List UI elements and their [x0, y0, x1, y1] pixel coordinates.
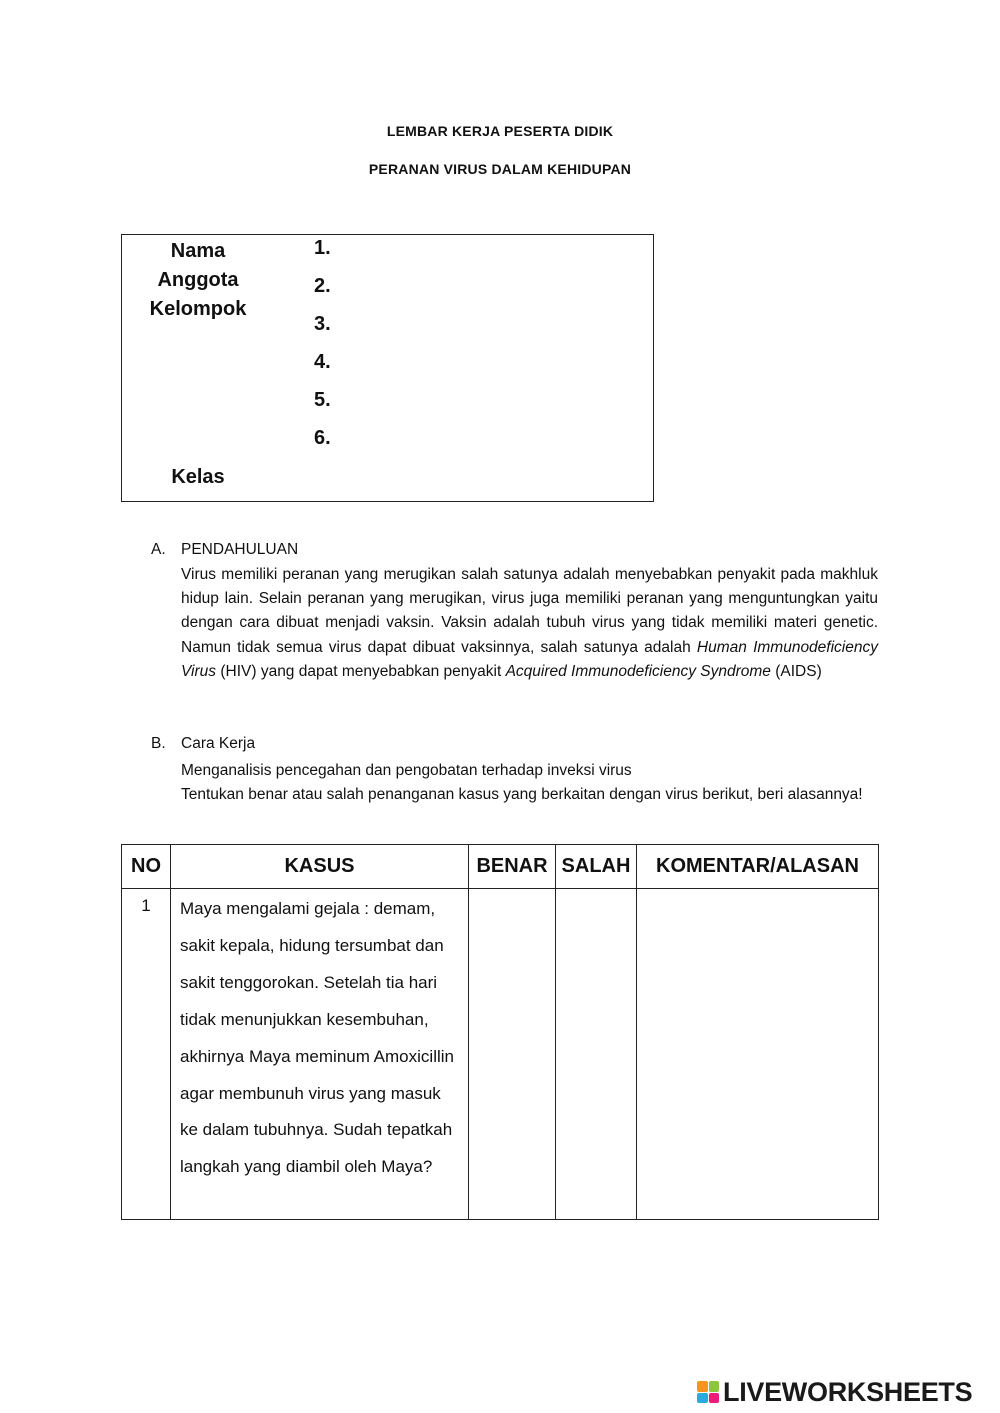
logo-square	[697, 1381, 708, 1392]
logo-square	[709, 1381, 720, 1392]
section-pendahuluan	[151, 541, 879, 711]
member-number-2: 2.	[314, 275, 331, 297]
row-no: 1	[122, 889, 171, 1220]
member-number-3: 3.	[314, 313, 331, 335]
para-text: (HIV) yang dapat menyebabkan penyakit	[216, 662, 506, 680]
section-b-line-1: Menganalisis pencegahan dan pengobatan terhadap inveksi virus	[181, 762, 632, 779]
para-text: Virus memiliki peranan yang merugikan salah satunya adalah menyebabkan penyakit pada makhluk hidup lain. Selain peranan yang merugikan, virus juga memiliki peranan yang menguntungkan yaitu dengan cara dibuat menjadi vaksin. Vaksin adalah tubuh virus yang tidak memiliki materi genetic. Namun tidak semua virus dapat dibuat vaksinnya, salah satunya adalah	[181, 566, 878, 656]
section-b-heading: Cara Kerja	[181, 735, 256, 752]
section-b-line-2: Tentukan benar atau salah penanganan kasus yang berkaitan dengan virus berikut, beri alasannya!	[181, 786, 863, 803]
member-box	[121, 234, 654, 502]
logo-square	[709, 1393, 720, 1404]
section-a-letter: A.	[151, 541, 166, 558]
label-kelompok: Kelompok	[149, 298, 247, 320]
header-komentar: KOMENTAR/ALASAN	[637, 845, 879, 889]
row-kasus: Maya mengalami gejala : demam, sakit kepala, hidung tersumbat dan sakit tenggorokan. Setelah tia hari tidak menunjukkan kesembuhan, akhirnya Maya meminum Amoxicillin agar membunuh virus yang masuk ke dalam tubuhnya. Sudah tepatkah langkah yang diambil oleh Maya?	[171, 889, 469, 1220]
logo-text: LIVEWORKSHEETS	[723, 1376, 973, 1407]
label-nama: Nama	[170, 240, 226, 262]
header-salah: SALAH	[556, 845, 637, 889]
member-number-1: 1.	[314, 237, 331, 259]
label-kelas: Kelas	[171, 466, 225, 488]
section-cara-kerja	[151, 735, 879, 835]
answer-benar-cell[interactable]	[469, 889, 556, 1220]
comment-cell[interactable]	[637, 889, 879, 1220]
member-number-5: 5.	[314, 389, 331, 411]
liveworksheets-logo	[697, 1375, 972, 1409]
page-title: LEMBAR KERJA PESERTA DIDIK	[386, 123, 614, 139]
case-table	[121, 844, 879, 1220]
member-number-4: 4.	[314, 351, 331, 373]
header-no: NO	[122, 845, 171, 889]
member-number-6: 6.	[314, 427, 331, 449]
member-label	[122, 237, 274, 324]
section-a-paragraph	[181, 563, 878, 684]
para-italic: Acquired Immunodeficiency Syndrome	[505, 662, 771, 680]
logo-square	[697, 1393, 708, 1404]
header-benar: BENAR	[469, 845, 556, 889]
section-a-heading: PENDAHULUAN	[181, 541, 299, 558]
section-b-letter: B.	[151, 735, 166, 752]
liveworksheets-icon	[697, 1381, 719, 1403]
page-subtitle: PERANAN VIRUS DALAM KEHIDUPAN	[368, 161, 632, 177]
header-kasus: KASUS	[171, 845, 469, 889]
table-row	[122, 889, 879, 1220]
label-anggota: Anggota	[157, 269, 239, 291]
answer-salah-cell[interactable]	[556, 889, 637, 1220]
para-text: (AIDS)	[770, 662, 822, 680]
para-italic: Human Immunodeficiency Virus	[181, 638, 878, 680]
table-header-row	[122, 845, 879, 889]
